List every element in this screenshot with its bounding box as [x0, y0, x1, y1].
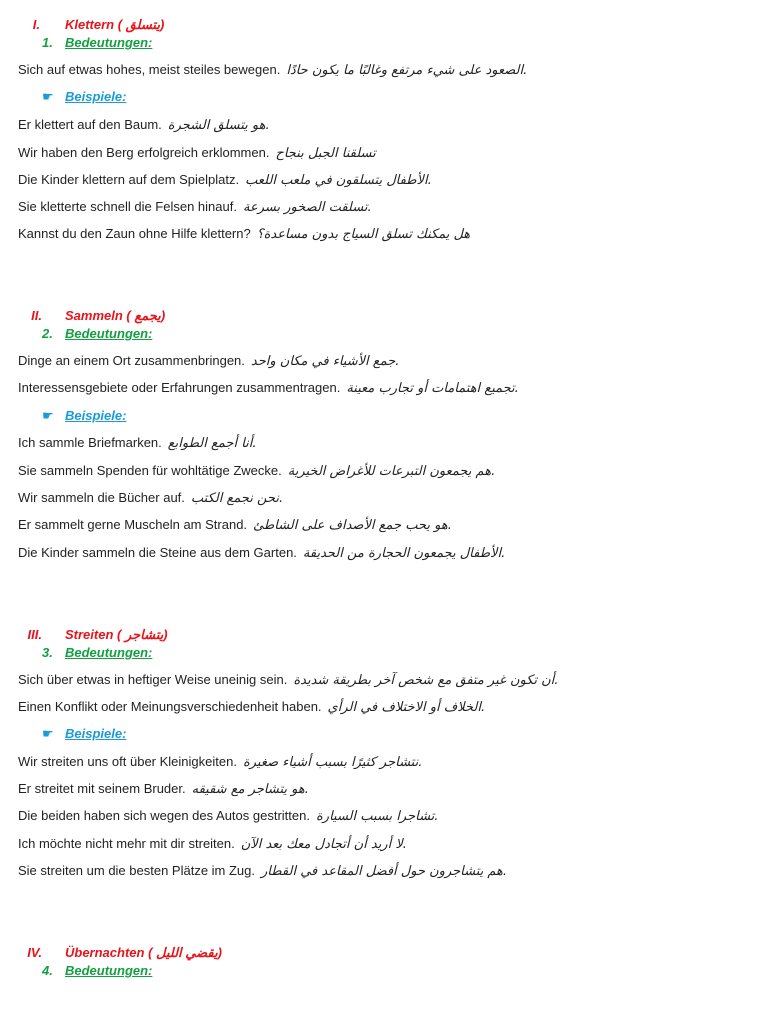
- section-2-sub-number: 2.: [42, 326, 53, 341]
- pointing-hand-icon: ☛: [42, 408, 54, 423]
- example-line: [18, 490, 283, 506]
- example-arabic: هل يمكنك تسلق السياج بدون مساعدة؟: [256, 227, 471, 242]
- meaning-line: [18, 699, 485, 715]
- example-german: Wir sammeln die Bücher auf.: [18, 490, 185, 505]
- example-german: Er streitet mit seinem Bruder.: [18, 781, 186, 796]
- meaning-german: Interessensgebiete oder Erfahrungen zusammentragen.: [18, 380, 341, 395]
- example-line: [18, 517, 452, 533]
- section-1-title: Klettern ( يتسلق): [65, 17, 165, 32]
- meaning-german: Sich über etwas in heftiger Weise uneinig sein.: [18, 672, 288, 687]
- example-line: [18, 172, 432, 188]
- section-1-roman: I.: [32, 17, 40, 32]
- section-2-sub-label: Bedeutungen:: [65, 326, 153, 341]
- example-arabic: هم يجمعون التبرعات للأغراض الخيرية.: [287, 464, 496, 479]
- example-arabic: لا أريد أن أتجادل معك بعد الآن.: [240, 837, 407, 852]
- meaning-german: Dinge an einem Ort zusammenbringen.: [18, 353, 245, 368]
- example-german: Sie streiten um die besten Plätze im Zug.: [18, 863, 256, 878]
- meaning-german: Sich auf etwas hohes, meist steiles bewegen.: [18, 62, 281, 77]
- example-arabic: تسلقنا الجبل بنجاح: [275, 146, 376, 161]
- meaning-arabic: الخلاف أو الاختلاف في الرأي.: [327, 700, 486, 715]
- section-1-sub-number: 1.: [42, 35, 53, 50]
- examples-label: Beispiele:: [65, 408, 127, 423]
- example-german: Ich möchte nicht mehr mit dir streiten.: [18, 836, 235, 851]
- meaning-line: [18, 672, 558, 688]
- meaning-arabic: أن تكون غير متفق مع شخص آخر بطريقة شديدة.: [293, 673, 559, 688]
- section-4-title: Übernachten ( يقضي الليل): [65, 945, 222, 960]
- example-german: Die Kinder sammeln die Steine aus dem Garten.: [18, 545, 297, 560]
- example-line: [18, 226, 470, 242]
- section-3-sub-number: 3.: [42, 645, 53, 660]
- example-arabic: نحن نجمع الكتب.: [190, 491, 284, 506]
- example-german: Er sammelt gerne Muscheln am Strand.: [18, 517, 248, 532]
- examples-label: Beispiele:: [65, 726, 127, 741]
- example-arabic: هم يتشاجرون حول أفضل المقاعد في القطار.: [261, 864, 508, 879]
- example-line: [18, 781, 309, 797]
- example-german: Kannst du den Zaun ohne Hilfe klettern?: [18, 226, 251, 241]
- example-line: [18, 117, 270, 133]
- example-arabic: تشاجرا بسبب السيارة.: [315, 809, 439, 824]
- section-1-examples-heading: [42, 89, 127, 105]
- example-german: Wir streiten uns oft über Kleinigkeiten.: [18, 754, 237, 769]
- section-3-title: Streiten ( يتشاجر): [65, 627, 168, 642]
- example-arabic: هو يحب جمع الأصداف على الشاطئ.: [253, 518, 452, 533]
- examples-label: Beispiele:: [65, 89, 127, 104]
- example-arabic: تسلقت الصخور بسرعة.: [242, 200, 372, 215]
- example-arabic: هو يتشاجر مع شقيقه.: [191, 782, 309, 797]
- section-1-sub-label: Bedeutungen:: [65, 35, 153, 50]
- section-4-sub-number: 4.: [42, 963, 53, 978]
- example-german: Er klettert auf den Baum.: [18, 117, 162, 132]
- meaning-line: [18, 380, 519, 396]
- example-german: Die Kinder klettern auf dem Spielplatz.: [18, 172, 240, 187]
- example-line: [18, 145, 376, 161]
- example-arabic: نتشاجر كثيرًا بسبب أشياء صغيرة.: [242, 755, 423, 770]
- pointing-hand-icon: ☛: [42, 89, 54, 104]
- example-arabic: الأطفال يتسلقون في ملعب اللعب.: [245, 173, 432, 188]
- example-line: [18, 435, 257, 451]
- example-german: Sie sammeln Spenden für wohltätige Zwecke.: [18, 463, 282, 478]
- section-3-examples-heading: [42, 726, 127, 742]
- example-line: [18, 463, 495, 479]
- example-german: Ich sammle Briefmarken.: [18, 435, 162, 450]
- example-german: Wir haben den Berg erfolgreich erklommen.: [18, 145, 270, 160]
- meaning-line: [18, 62, 527, 78]
- meaning-arabic: الصعود على شيء مرتفع وغالبًا ما يكون حادًا.: [286, 63, 528, 78]
- example-line: [18, 545, 505, 561]
- example-arabic: هو يتسلق الشجرة.: [167, 118, 270, 133]
- section-2-title: Sammeln ( يجمع): [65, 308, 166, 323]
- section-2-examples-heading: [42, 408, 127, 424]
- example-line: [18, 808, 438, 824]
- example-line: [18, 199, 372, 215]
- meaning-german: Einen Konflikt oder Meinungsverschiedenheit haben.: [18, 699, 322, 714]
- meaning-line: [18, 353, 399, 369]
- section-4-roman: IV.: [27, 945, 42, 960]
- example-german: Sie kletterte schnell die Felsen hinauf.: [18, 199, 237, 214]
- example-line: [18, 863, 507, 879]
- meaning-arabic: تجميع اهتمامات أو تجارب معينة.: [346, 381, 519, 396]
- section-4-sub-label: Bedeutungen:: [65, 963, 153, 978]
- example-arabic: أنا أجمع الطوابع.: [167, 436, 257, 451]
- example-line: [18, 836, 407, 852]
- section-3-roman: III.: [27, 627, 42, 642]
- section-2-roman: II.: [31, 308, 42, 323]
- example-german: Die beiden haben sich wegen des Autos gestritten.: [18, 808, 310, 823]
- pointing-hand-icon: ☛: [42, 726, 54, 741]
- section-3-sub-label: Bedeutungen:: [65, 645, 153, 660]
- example-line: [18, 754, 422, 770]
- example-arabic: الأطفال يجمعون الحجارة من الحديقة.: [302, 546, 506, 561]
- meaning-arabic: جمع الأشياء في مكان واحد.: [250, 354, 400, 369]
